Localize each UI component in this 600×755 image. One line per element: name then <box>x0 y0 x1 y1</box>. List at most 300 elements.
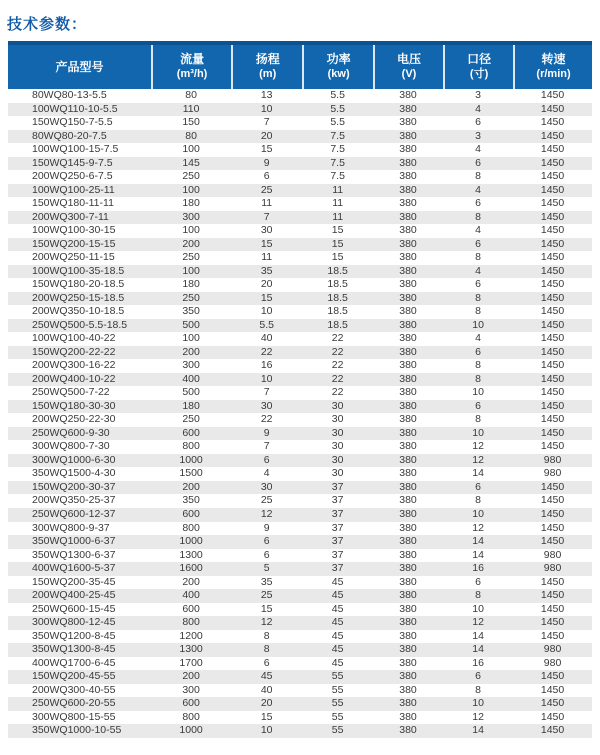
table-row <box>8 373 592 387</box>
cell-model: 80WQ80-20-7.5 <box>32 129 107 142</box>
cell-power: 11 <box>332 197 344 210</box>
cell-speed: 980 <box>543 562 562 575</box>
table-row <box>8 454 592 468</box>
cell-diameter: 4 <box>475 332 481 345</box>
cell-power: 30 <box>331 413 344 426</box>
cell-flow: 200 <box>182 575 200 588</box>
cell-diameter: 16 <box>472 656 484 669</box>
cell-power: 45 <box>331 575 344 588</box>
cell-diameter: 6 <box>475 480 481 493</box>
cell-power: 37 <box>331 507 344 520</box>
cell-head: 6 <box>263 453 270 466</box>
table-row <box>8 238 592 252</box>
cell-power: 22 <box>331 386 344 399</box>
cell-flow: 1300 <box>179 548 203 561</box>
table-row <box>8 211 592 225</box>
cell-power: 45 <box>331 629 344 642</box>
cell-power: 18.5 <box>327 278 348 291</box>
cell-head: 6 <box>263 535 270 548</box>
cell-flow: 100 <box>182 183 200 196</box>
table-row <box>8 386 592 400</box>
cell-head: 15 <box>260 237 273 250</box>
cell-speed: 1450 <box>540 359 565 372</box>
column-label: 转速 <box>541 52 566 66</box>
cell-speed: 1450 <box>540 399 565 412</box>
cell-voltage: 380 <box>399 305 417 318</box>
cell-diameter: 4 <box>475 143 481 156</box>
cell-speed: 1450 <box>540 372 565 385</box>
cell-diameter: 14 <box>472 548 484 561</box>
cell-diameter: 8 <box>475 494 481 507</box>
cell-head: 9 <box>263 521 270 534</box>
cell-speed: 1450 <box>540 386 565 399</box>
cell-voltage: 380 <box>399 697 417 710</box>
cell-model: 200WQ250-6-7.5 <box>32 170 113 183</box>
cell-power: 7.5 <box>330 129 345 142</box>
cell-model: 350WQ1300-8-45 <box>32 643 116 656</box>
cell-speed: 1450 <box>540 602 565 615</box>
cell-voltage: 380 <box>399 440 417 453</box>
cell-power: 18.5 <box>327 318 348 331</box>
table-row <box>8 589 592 603</box>
cell-diameter: 12 <box>472 521 484 534</box>
cell-diameter: 14 <box>472 629 484 642</box>
cell-voltage: 380 <box>399 332 417 345</box>
cell-flow: 300 <box>182 210 200 223</box>
cell-diameter: 4 <box>475 264 481 277</box>
cell-power: 30 <box>331 440 344 453</box>
cell-flow: 250 <box>182 170 200 183</box>
cell-speed: 1450 <box>540 129 565 142</box>
cell-speed: 1450 <box>540 345 565 358</box>
cell-voltage: 380 <box>399 291 417 304</box>
cell-speed: 1450 <box>540 197 565 210</box>
cell-voltage: 380 <box>399 102 417 115</box>
cell-head: 8 <box>263 643 270 656</box>
cell-voltage: 380 <box>399 224 417 237</box>
cell-power: 18.5 <box>327 291 348 304</box>
cell-model: 200WQ300-16-22 <box>32 359 116 372</box>
cell-speed: 1450 <box>540 102 565 115</box>
cell-flow: 100 <box>182 224 200 237</box>
cell-power: 7.5 <box>330 143 345 156</box>
cell-flow: 200 <box>182 670 200 683</box>
column-label: 电压 <box>397 52 422 66</box>
cell-model: 150WQ200-35-45 <box>32 575 116 588</box>
cell-head: 35 <box>260 264 273 277</box>
cell-power: 45 <box>331 616 344 629</box>
cell-model: 200WQ250-11-15 <box>32 251 115 264</box>
table-row <box>8 413 592 427</box>
cell-head: 35 <box>260 575 273 588</box>
table-row <box>8 170 592 184</box>
cell-diameter: 14 <box>472 724 484 737</box>
cell-model: 300WQ800-9-37 <box>32 521 110 534</box>
cell-voltage: 380 <box>399 453 417 466</box>
cell-diameter: 8 <box>475 170 481 183</box>
cell-flow: 200 <box>182 237 200 250</box>
cell-model: 250WQ600-12-37 <box>32 507 116 520</box>
cell-voltage: 380 <box>399 116 417 129</box>
cell-speed: 1450 <box>540 440 565 453</box>
table-row <box>8 670 592 684</box>
cell-flow: 1000 <box>179 724 203 737</box>
cell-model: 350WQ1200-8-45 <box>32 629 116 642</box>
cell-diameter: 6 <box>475 237 481 250</box>
cell-head: 22 <box>260 345 273 358</box>
cell-model: 150WQ200-22-22 <box>32 345 116 358</box>
cell-power: 30 <box>331 399 344 412</box>
cell-voltage: 380 <box>399 399 417 412</box>
cell-flow: 1600 <box>179 562 203 575</box>
cell-model: 100WQ110-10-5.5 <box>32 102 118 115</box>
cell-head: 7 <box>263 210 270 223</box>
cell-head: 30 <box>260 399 273 412</box>
cell-head: 25 <box>260 589 273 602</box>
cell-diameter: 6 <box>475 197 481 210</box>
cell-power: 22 <box>331 345 344 358</box>
cell-head: 4 <box>263 467 270 480</box>
cell-power: 18.5 <box>327 305 348 318</box>
cell-flow: 350 <box>182 494 200 507</box>
cell-flow: 80 <box>185 129 197 142</box>
cell-head: 7 <box>263 386 270 399</box>
cell-flow: 400 <box>182 589 200 602</box>
cell-diameter: 8 <box>475 210 481 223</box>
cell-flow: 180 <box>182 399 200 412</box>
cell-flow: 145 <box>182 156 200 169</box>
cell-model: 200WQ400-10-22 <box>32 372 116 385</box>
cell-speed: 1450 <box>540 494 565 507</box>
cell-voltage: 380 <box>399 643 417 656</box>
cell-speed: 1450 <box>540 305 565 318</box>
cell-head: 6 <box>263 170 270 183</box>
cell-head: 11 <box>261 251 273 264</box>
cell-power: 37 <box>331 562 344 575</box>
column-label: 扬程 <box>255 52 280 66</box>
cell-head: 15 <box>260 143 273 156</box>
cell-model: 200WQ300-40-55 <box>32 683 116 696</box>
table-row <box>8 143 592 157</box>
table-row <box>8 130 592 144</box>
cell-flow: 1000 <box>179 453 203 466</box>
table-row <box>8 481 592 495</box>
cell-head: 30 <box>260 480 273 493</box>
cell-voltage: 380 <box>399 602 417 615</box>
cell-speed: 980 <box>543 453 562 466</box>
cell-model: 150WQ200-30-37 <box>32 480 116 493</box>
cell-diameter: 14 <box>472 643 484 656</box>
cell-power: 55 <box>331 697 344 710</box>
cell-head: 20 <box>260 697 273 710</box>
column-unit: (m³/h) <box>176 68 208 80</box>
cell-head: 15 <box>260 710 273 723</box>
cell-diameter: 14 <box>472 467 484 480</box>
cell-flow: 250 <box>182 291 200 304</box>
cell-power: 18.5 <box>327 264 348 277</box>
cell-head: 15 <box>260 291 273 304</box>
cell-power: 5.5 <box>330 102 345 115</box>
cell-flow: 200 <box>182 480 200 493</box>
cell-model: 300WQ800-15-55 <box>32 710 116 723</box>
cell-speed: 1450 <box>540 183 565 196</box>
cell-model: 250WQ600-15-45 <box>32 602 116 615</box>
cell-power: 11 <box>332 210 344 223</box>
cell-speed: 1450 <box>540 224 565 237</box>
column-label: 口径 <box>467 52 492 66</box>
cell-voltage: 380 <box>399 575 417 588</box>
table-row <box>8 251 592 265</box>
cell-flow: 300 <box>182 359 200 372</box>
cell-voltage: 380 <box>399 156 417 169</box>
cell-voltage: 380 <box>399 724 417 737</box>
column-label: 产品型号 <box>55 59 104 74</box>
cell-power: 37 <box>331 548 344 561</box>
cell-voltage: 380 <box>399 143 417 156</box>
cell-power: 15 <box>331 237 344 250</box>
cell-head: 5.5 <box>259 318 274 331</box>
cell-flow: 600 <box>182 426 200 439</box>
cell-voltage: 380 <box>399 467 417 480</box>
cell-power: 30 <box>331 467 344 480</box>
cell-diameter: 3 <box>475 89 481 101</box>
cell-voltage: 380 <box>399 562 417 575</box>
cell-speed: 1450 <box>540 507 565 520</box>
cell-flow: 110 <box>182 102 200 115</box>
cell-head: 12 <box>260 507 273 520</box>
cell-flow: 150 <box>182 116 200 129</box>
cell-diameter: 10 <box>472 602 484 615</box>
table-row <box>8 184 592 198</box>
cell-head: 10 <box>260 372 273 385</box>
cell-flow: 1200 <box>179 629 203 642</box>
cell-flow: 180 <box>182 278 200 291</box>
cell-model: 150WQ180-30-30 <box>32 399 116 412</box>
cell-diameter: 8 <box>475 359 481 372</box>
cell-power: 15 <box>331 224 344 237</box>
cell-model: 350WQ1500-4-30 <box>32 467 116 480</box>
cell-head: 20 <box>260 278 273 291</box>
cell-flow: 500 <box>182 318 200 331</box>
table-row <box>8 684 592 698</box>
table-row <box>8 616 592 630</box>
cell-model: 150WQ200-45-55 <box>32 670 116 683</box>
cell-speed: 1450 <box>540 697 565 710</box>
cell-head: 45 <box>260 670 273 683</box>
cell-power: 37 <box>331 535 344 548</box>
table-row <box>8 319 592 333</box>
cell-voltage: 380 <box>399 589 417 602</box>
cell-flow: 600 <box>182 602 200 615</box>
cell-speed: 1450 <box>540 683 565 696</box>
cell-head: 6 <box>263 656 270 669</box>
table-row <box>8 359 592 373</box>
column-header-head <box>231 45 302 89</box>
cell-voltage: 380 <box>399 426 417 439</box>
cell-flow: 1500 <box>179 467 203 480</box>
cell-voltage: 380 <box>399 264 417 277</box>
cell-speed: 980 <box>543 656 562 669</box>
table-row <box>8 630 592 644</box>
cell-speed: 1450 <box>540 278 565 291</box>
cell-speed: 1450 <box>540 724 565 737</box>
table-row <box>8 157 592 171</box>
cell-diameter: 8 <box>475 251 481 264</box>
cell-diameter: 6 <box>475 575 481 588</box>
cell-speed: 1450 <box>540 170 565 183</box>
cell-model: 80WQ80-13-5.5 <box>32 89 107 101</box>
cell-speed: 1450 <box>540 616 565 629</box>
cell-speed: 1450 <box>540 332 565 345</box>
table-row <box>8 724 592 738</box>
table-row <box>8 643 592 657</box>
cell-head: 15 <box>260 602 273 615</box>
cell-speed: 1450 <box>540 116 565 129</box>
cell-diameter: 4 <box>475 102 481 115</box>
cell-head: 25 <box>260 183 273 196</box>
column-unit: (V) <box>401 68 417 80</box>
cell-power: 45 <box>331 602 344 615</box>
table-row <box>8 278 592 292</box>
table-row <box>8 265 592 279</box>
cell-speed: 1450 <box>540 143 565 156</box>
page-title: 技术参数： <box>7 16 88 33</box>
table-row <box>8 292 592 306</box>
cell-speed: 1450 <box>540 156 565 169</box>
cell-model: 100WQ100-30-15 <box>32 224 116 237</box>
cell-head: 10 <box>260 305 273 318</box>
column-label: 功率 <box>326 52 351 66</box>
cell-speed: 1450 <box>540 291 565 304</box>
cell-diameter: 10 <box>472 507 484 520</box>
cell-diameter: 12 <box>472 710 484 723</box>
table-row <box>8 103 592 117</box>
cell-voltage: 380 <box>399 710 417 723</box>
cell-diameter: 6 <box>475 345 481 358</box>
cell-model: 300WQ800-7-30 <box>32 440 110 453</box>
cell-head: 22 <box>260 413 273 426</box>
cell-power: 11 <box>332 183 344 196</box>
table-row <box>8 305 592 319</box>
cell-speed: 1450 <box>540 670 565 683</box>
table-row <box>8 697 592 711</box>
cell-flow: 800 <box>182 616 200 629</box>
cell-model: 350WQ1000-6-37 <box>32 535 116 548</box>
cell-speed: 1450 <box>540 251 565 264</box>
cell-diameter: 4 <box>475 224 481 237</box>
cell-voltage: 380 <box>399 129 417 142</box>
cell-head: 5 <box>263 562 270 575</box>
cell-speed: 1450 <box>540 535 565 548</box>
cell-power: 22 <box>331 372 344 385</box>
cell-voltage: 380 <box>399 480 417 493</box>
cell-power: 37 <box>331 480 344 493</box>
cell-model: 300WQ800-12-45 <box>32 616 116 629</box>
cell-diameter: 10 <box>472 426 484 439</box>
column-header-voltage <box>373 45 443 89</box>
cell-power: 5.5 <box>330 116 345 129</box>
cell-power: 22 <box>331 332 344 345</box>
cell-diameter: 12 <box>472 616 484 629</box>
cell-model: 100WQ100-40-22 <box>32 332 116 345</box>
table-row <box>8 400 592 414</box>
cell-voltage: 380 <box>399 629 417 642</box>
table-row <box>8 657 592 671</box>
cell-model: 200WQ300-7-11 <box>32 210 109 223</box>
cell-voltage: 380 <box>399 670 417 683</box>
cell-model: 350WQ1300-6-37 <box>32 548 116 561</box>
cell-voltage: 380 <box>399 210 417 223</box>
technical-parameters-table <box>8 41 592 738</box>
cell-voltage: 380 <box>399 521 417 534</box>
cell-diameter: 12 <box>472 440 484 453</box>
cell-speed: 980 <box>543 467 562 480</box>
cell-power: 5.5 <box>330 89 345 101</box>
cell-model: 100WQ100-25-11 <box>32 183 115 196</box>
cell-power: 7.5 <box>330 170 345 183</box>
table-header-row <box>8 41 592 89</box>
cell-diameter: 6 <box>475 278 481 291</box>
table-row <box>8 467 592 481</box>
cell-power: 7.5 <box>330 156 345 169</box>
cell-voltage: 380 <box>399 386 417 399</box>
cell-model: 250WQ600-9-30 <box>32 426 110 439</box>
cell-flow: 600 <box>182 507 200 520</box>
cell-voltage: 380 <box>399 683 417 696</box>
cell-flow: 100 <box>182 264 200 277</box>
cell-voltage: 380 <box>399 359 417 372</box>
cell-flow: 300 <box>182 683 200 696</box>
cell-voltage: 380 <box>399 535 417 548</box>
cell-head: 25 <box>260 494 273 507</box>
table-row <box>8 576 592 590</box>
cell-flow: 800 <box>182 440 200 453</box>
cell-flow: 800 <box>182 521 200 534</box>
cell-head: 16 <box>260 359 273 372</box>
cell-flow: 350 <box>182 305 200 318</box>
column-unit: (r/min) <box>536 68 571 80</box>
table-row <box>8 224 592 238</box>
cell-flow: 250 <box>182 251 200 264</box>
table-row <box>8 440 592 454</box>
cell-model: 100WQ100-15-7.5 <box>32 143 119 156</box>
cell-diameter: 8 <box>475 372 481 385</box>
cell-speed: 1450 <box>540 710 565 723</box>
cell-diameter: 6 <box>475 399 481 412</box>
cell-head: 40 <box>260 683 273 696</box>
cell-head: 9 <box>263 156 270 169</box>
cell-voltage: 380 <box>399 345 417 358</box>
column-header-speed <box>513 45 592 89</box>
cell-voltage: 380 <box>399 656 417 669</box>
table-row <box>8 549 592 563</box>
cell-diameter: 6 <box>475 116 481 129</box>
cell-flow: 600 <box>182 697 200 710</box>
cell-diameter: 10 <box>472 318 484 331</box>
cell-speed: 1450 <box>540 629 565 642</box>
table-row <box>8 346 592 360</box>
cell-power: 55 <box>331 724 344 737</box>
cell-flow: 800 <box>182 710 200 723</box>
cell-head: 8 <box>263 629 270 642</box>
cell-power: 45 <box>331 643 344 656</box>
cell-diameter: 16 <box>472 562 484 575</box>
cell-voltage: 380 <box>399 494 417 507</box>
cell-voltage: 380 <box>399 318 417 331</box>
column-header-power <box>302 45 373 89</box>
cell-flow: 180 <box>182 197 200 210</box>
cell-diameter: 8 <box>475 683 481 696</box>
